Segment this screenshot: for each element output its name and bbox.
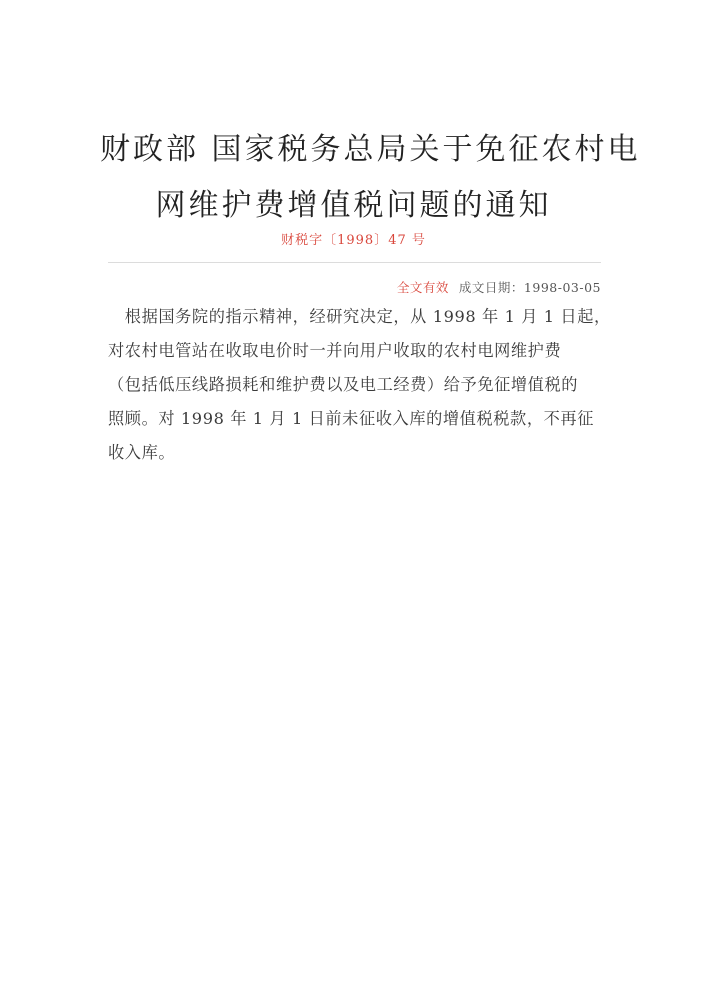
document-number: 财税字〔1998〕47 号	[281, 233, 426, 248]
document-title	[100, 122, 641, 234]
body-line: 对农村电管站在收取电价时一并向用户收取的农村电网维护费	[108, 341, 562, 360]
date-label: 成文日期：	[458, 280, 524, 295]
validity-status: 全文有效	[396, 280, 449, 295]
document-meta	[397, 279, 601, 297]
body-line: 收入库。	[108, 443, 176, 462]
body-line: （包括低压线路损耗和维护费以及电工经费）给予免征增值税的	[108, 375, 579, 394]
body-line: 照顾。对 1998 年 1 月 1 日前未征收入库的增值税税款，不再征	[108, 409, 594, 428]
document-body	[108, 300, 611, 470]
title-line-1: 财政部 国家税务总局关于免征农村电	[100, 132, 641, 167]
body-line: 根据国务院的指示精神，经研究决定，从 1998 年 1 月 1 日起，	[108, 307, 611, 326]
title-line-2: 网维护费增值税问题的通知	[155, 188, 552, 223]
divider	[108, 262, 601, 263]
date-value: 1998-03-05	[523, 280, 601, 295]
